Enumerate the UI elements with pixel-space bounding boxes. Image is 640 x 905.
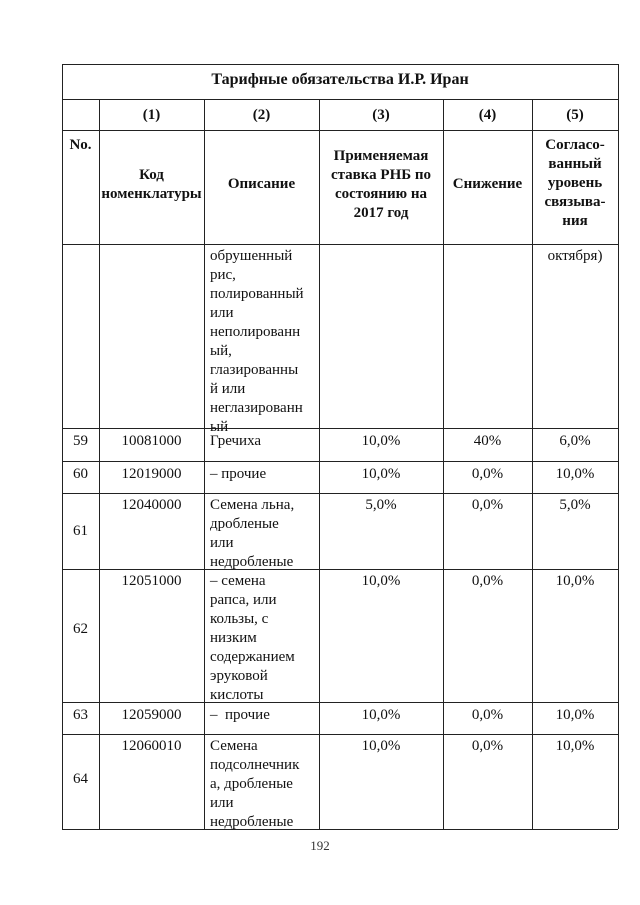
row-applied-rate: 10,0% <box>361 466 401 482</box>
description-line: Семена <box>210 738 258 754</box>
continuation-description <box>204 247 319 437</box>
row-description <box>204 737 319 832</box>
row-description <box>204 706 319 725</box>
row-bound-level: 10,0% <box>555 707 595 723</box>
description-line: полированный <box>210 286 304 302</box>
header-description: Описание <box>227 176 296 192</box>
column-number-1: (1) <box>142 107 161 123</box>
description-line: ый <box>210 419 229 435</box>
row-no: 60 <box>73 466 88 482</box>
column-number-3: (3) <box>372 107 390 123</box>
row-no: 62 <box>73 621 88 637</box>
row-reduction: 0,0% <box>471 573 504 589</box>
header-reduction: Снижение <box>452 176 523 192</box>
row-code: 12019000 <box>121 466 182 482</box>
description-line: й или <box>210 381 246 397</box>
description-line: недробленые <box>210 554 294 570</box>
description-line: эруковой <box>210 668 268 684</box>
header-applied-line: ставка РНБ по <box>330 167 432 183</box>
row-description <box>204 432 319 451</box>
header-bound-level <box>532 136 618 231</box>
description-line: или <box>210 535 234 551</box>
header-bound-line: Согласо- <box>545 137 605 153</box>
description-line: – прочие <box>210 707 270 723</box>
row-code: 10081000 <box>121 433 182 449</box>
description-line: содержанием <box>210 649 295 665</box>
header-bound-line: ния <box>562 213 588 229</box>
column-number-2: (2) <box>252 107 271 123</box>
row-code: 12060010 <box>121 738 182 754</box>
description-line: – семена <box>210 573 266 589</box>
header-applied-line: Применяемая <box>333 148 429 164</box>
description-line: низким <box>210 630 257 646</box>
column-number-5: (5) <box>566 107 584 123</box>
description-line: или <box>210 305 234 321</box>
page-number: 192 <box>310 838 330 853</box>
description-line: дробленые <box>210 516 279 532</box>
row-description <box>204 496 319 572</box>
row-no: 61 <box>73 523 88 539</box>
description-line: или <box>210 795 234 811</box>
row-code: 12051000 <box>121 573 182 589</box>
description-line: рис, <box>210 267 236 283</box>
description-line: обрушенный <box>210 248 293 264</box>
header-applied-line: состоянию на <box>335 186 427 202</box>
row-no: 63 <box>73 707 88 723</box>
description-line: глазированны <box>210 362 299 378</box>
row-code: 12040000 <box>121 497 182 513</box>
description-line: а, дробленые <box>210 776 293 792</box>
row-description <box>204 572 319 705</box>
description-line: кислоты <box>210 687 264 703</box>
row-reduction: 0,0% <box>471 707 504 723</box>
header-applied-line: 2017 год <box>353 205 409 221</box>
header-code-line: Код <box>139 167 164 183</box>
row-reduction: 0,0% <box>471 466 504 482</box>
row-bound-level: 10,0% <box>555 573 595 589</box>
row-bound-level: 10,0% <box>555 738 595 754</box>
row-no: 59 <box>73 433 88 449</box>
description-line: кользы, с <box>210 611 269 627</box>
header-code-line: номенклатуры <box>101 186 202 202</box>
column-number-4: (4) <box>478 107 497 123</box>
row-reduction: 0,0% <box>471 738 504 754</box>
description-line: подсолнечник <box>210 757 300 773</box>
description-line: рапса, или <box>210 592 277 608</box>
row-applied-rate: 5,0% <box>365 497 397 513</box>
description-line: ый, <box>210 343 232 359</box>
row-bound-level: 5,0% <box>559 497 591 513</box>
description-line: Гречиха <box>210 433 262 449</box>
header-no: No. <box>69 137 92 153</box>
row-reduction: 40% <box>473 433 502 449</box>
row-bound-level: 10,0% <box>555 466 595 482</box>
description-line: Семена льна, <box>210 497 295 513</box>
row-no: 64 <box>73 771 88 787</box>
row-code: 12059000 <box>121 707 182 723</box>
header-bound-line: уровень <box>547 175 603 191</box>
header-bound-line: связыва- <box>544 194 606 210</box>
description-line: неполированн <box>210 324 301 340</box>
row-applied-rate: 10,0% <box>361 707 401 723</box>
row-description <box>204 465 319 484</box>
header-bound-line: ванный <box>548 156 602 172</box>
row-applied-rate: 10,0% <box>361 433 401 449</box>
header-applied-rate <box>319 147 443 223</box>
row-applied-rate: 10,0% <box>361 738 401 754</box>
description-line: неглазированн <box>210 400 303 416</box>
tariff-table <box>62 64 618 829</box>
row-reduction: 0,0% <box>471 497 504 513</box>
row-bound-level: 6,0% <box>559 433 591 449</box>
header-code <box>99 166 204 204</box>
description-line: недробленые <box>210 814 294 830</box>
row-applied-rate: 10,0% <box>361 573 401 589</box>
table-title: Тарифные обязательства И.Р. Иран <box>211 71 469 88</box>
continuation-bound: октября) <box>547 248 603 264</box>
description-line: – прочие <box>210 466 267 482</box>
